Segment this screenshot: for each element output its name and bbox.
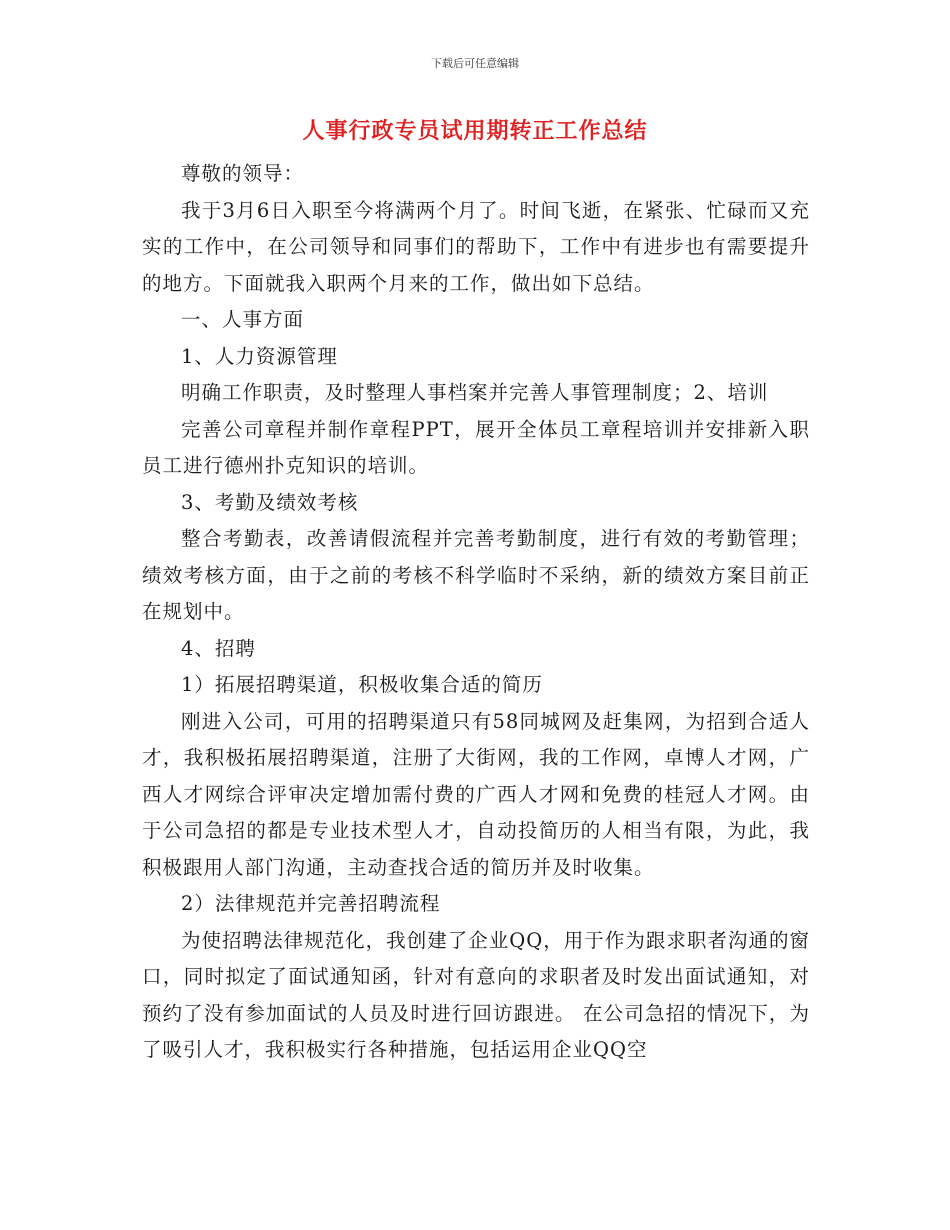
paragraph-training: 完善公司章程并制作章程PPT，展开全体员工章程培训并安排新入职员工进行德州扑克知识的培训。 [142,417,810,477]
paragraph-recruitment-process: 为使招聘法律规范化，我创建了企业QQ，用于作为跟求职者沟通的窗口，同时拟定了面试通知函，针对有意向的求职者及时发出面试通知，对预约了没有参加面试的人员及时进行回访跟进。 在公司急招的情况下，为了吸引人才，我积极实行各种措施，包括运用企业QQ空 [142,928,810,1061]
paragraph-attendance: 整合考勤表，改善请假流程并完善考勤制度，进行有效的考勤管理；绩效考核方面，由于之前的考核不科学临时不采纳，新的绩效方案目前正在规划中。 [142,527,810,623]
document-body [142,156,810,1069]
paragraph-intro: 我于3月6日入职至今将满两个月了。时间飞逝，在紧张、忙碌而又充实的工作中，在公司领导和同事们的帮助下，工作中有进步也有需要提升的地方。下面就我入职两个月来的工作，做出如下总结。 [142,198,810,295]
salutation: 尊敬的领导： [181,162,305,185]
subheading-attendance: 3、考勤及绩效考核 [181,490,359,514]
paragraph-hr-management: 明确工作职责，及时整理人事档案并完善人事管理制度；2、培训 [181,381,769,404]
header-note: 下载后可任意编辑 [431,57,519,70]
paragraph-recruitment-channels: 刚进入公司，可用的招聘渠道只有58同城网及赶集网，为招到合适人才，我积极拓展招聘渠道，注册了大街网，我的工作网，卓博人才网，广西人才网综合评审决定增加需付费的广西人才网和免费的桂冠人才网。由于公司急招的都是专业技术型人才，自动投简历的人相当有限，为此，我积极跟用人部门沟通，主动查找合适的简历并及时收集。 [142,709,810,879]
section-heading-personnel: 一、人事方面 [181,308,305,331]
subheading-recruitment: 4、招聘 [181,636,256,660]
subheading-hr-management: 1、人力资源管理 [181,344,338,368]
subheading-recruitment-process: 2）法律规范并完善招聘流程 [181,892,441,915]
document-title: 人事行政专员试用期转正工作总结 [302,119,648,144]
subheading-recruitment-channels: 1）拓展招聘渠道，积极收集合适的简历 [181,673,543,696]
